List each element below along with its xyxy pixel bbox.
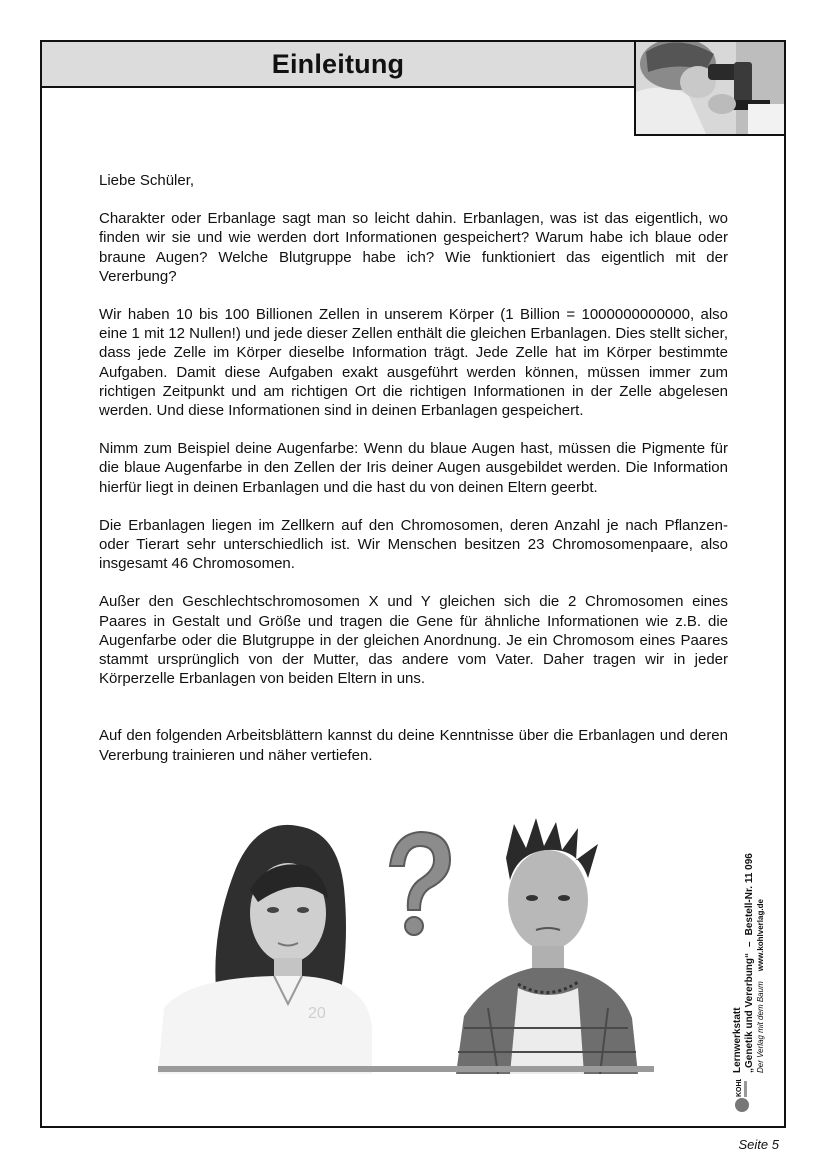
tree-logo-icon — [730, 1079, 754, 1113]
paragraph: Außer den Geschlechtschromosomen X und Y gleichen sich die 2 Chromosomen eines Paares in Gestalt und Größe und tragen die Gene für ähnliche Informationen wie z.B. die Augenfarbe oder die Blutgruppe in der gleichen Anordnung. Je ein Chromosom eines Paares stammt ursprünglich von der Mutter, das andere vom Vater. Daher tragen wir in jeder Körperzelle Erbanlagen von beiden Eltern in uns. — [99, 593, 728, 688]
dash: – — [744, 941, 755, 947]
page-number: Seite 5 — [738, 1137, 779, 1152]
title-bar — [40, 40, 636, 88]
letter-body — [99, 171, 728, 784]
credit-text — [730, 853, 765, 1113]
boy-portrait-icon — [456, 818, 638, 1074]
question-mark-icon — [390, 832, 450, 935]
paragraph: Auf den folgenden Arbeitsblättern kannst du deine Kenntnisse über die Erbanlagen und deren Vererbung trainieren und näher vertiefen. — [99, 727, 728, 764]
students-illustration — [158, 818, 654, 1074]
paragraph: Nimm zum Beispiel deine Augenfarbe: Wenn du blaue Augen hast, müssen die Pigmente für die blaue Augenfarbe in den Zellen der Iris deiner Augen ausgebildet werden. Die Information hierfür liegt in deinen Erbanlagen und die hast du von deinen Eltern geerbt. — [99, 440, 728, 496]
publisher-slogan: Der Verlag mit dem Baum — [756, 981, 765, 1073]
side-credit — [732, 795, 785, 1125]
publisher-logo: KOHL — [736, 1079, 743, 1097]
microscope-photo-icon — [634, 40, 786, 136]
book-title: „Genetik und Vererbung“ — [744, 952, 755, 1073]
series-title: Lernwerkstatt — [732, 1007, 743, 1073]
website: www.kohlverlag.de — [756, 899, 765, 972]
paragraph: Wir haben 10 bis 100 Billionen Zellen in unserem Körper (1 Billion = 1000000000000, also eine 1 mit 12 Nullen!) und jede dieser Zellen enthält die gleichen Erbanlagen. Dies stellt sicher, dass jede Zelle im Körper dieselbe Information trägt. Jede Zelle hat im Körper bestimmte Aufgaben. Damit diese Aufgaben exakt ausgeführt werden können, müssen immer zum richtigen Zeitpunkt und am richtigen Ort die richtigen Informationen in der Zelle abgelesen werden. Und diese Informationen sind in deinen Erbanlagen gespeichert. — [99, 306, 728, 420]
paragraph: Charakter oder Erbanlage sagt man so leicht dahin. Erbanlagen, was ist das eigentlich, wo finden wir sie und wie werden dort Informationen gespeichert? Warum habe ich blaue oder braune Augen? Welche Blutgruppe habe ich? Wie funktioniert das eigentlich mit der Vererbung? — [99, 210, 728, 285]
greeting: Liebe Schüler, — [99, 172, 195, 189]
order-number: Bestell-Nr. 11 096 — [744, 853, 755, 936]
page-title: Einleitung — [271, 48, 405, 79]
svg-text:20: 20 — [308, 1005, 326, 1022]
girl-portrait-icon — [158, 825, 372, 1074]
paragraph: Die Erbanlagen liegen im Zellkern auf den Chromosomen, deren Anzahl je nach Pflanzen- oder Tierart sehr unterschiedlich ist. Wir Menschen besitzen 23 Chromosomenpaare, also insgesamt 46 Chromosomen. — [99, 516, 728, 573]
